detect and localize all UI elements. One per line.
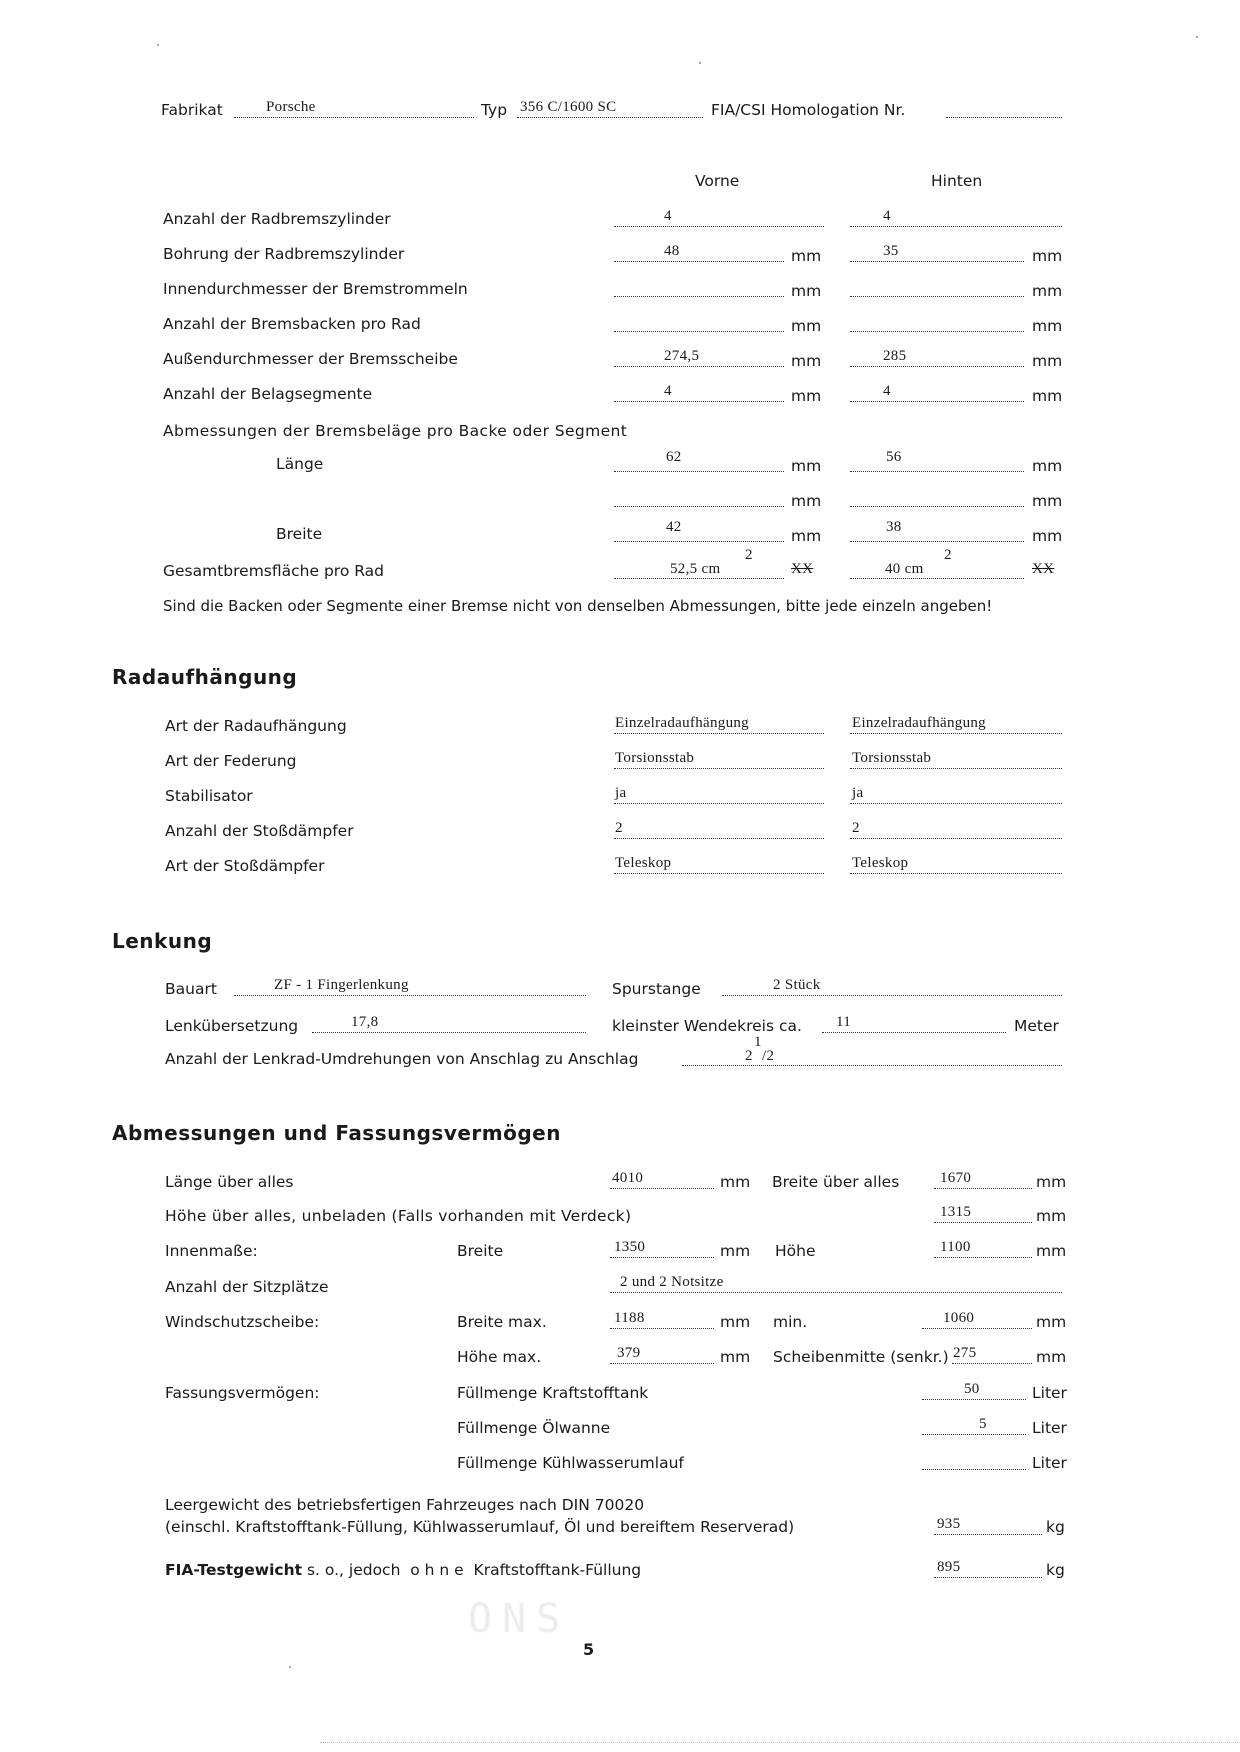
column-header-rear: Hinten — [931, 172, 983, 190]
field-line — [614, 803, 824, 804]
rear-value[interactable]: Teleskop — [852, 855, 909, 871]
rear-value[interactable]: 56 — [886, 449, 902, 465]
scan-speck — [157, 44, 159, 46]
width-value[interactable]: 1670 — [940, 1170, 972, 1186]
row-label: Innendurchmesser der Bremstrommeln — [163, 280, 468, 298]
typ-label: Typ — [481, 101, 508, 119]
row-label: Anzahl der Bremsbacken pro Rad — [163, 315, 421, 333]
ws-height-max-label: Höhe max. — [457, 1348, 542, 1366]
field-line — [614, 838, 824, 839]
field-line — [234, 995, 586, 996]
field-line — [614, 578, 784, 579]
oil-label: Füllmenge Ölwanne — [457, 1419, 611, 1437]
field-line — [850, 768, 1062, 769]
turning-unit: Meter — [1014, 1017, 1059, 1035]
field-line — [850, 838, 1062, 839]
unit: mm — [1032, 457, 1063, 475]
row-label: Anzahl der Stoßdämpfer — [165, 822, 354, 840]
scan-edge-line — [320, 1742, 1240, 1743]
unit: Liter — [1032, 1454, 1067, 1472]
ws-min-label: min. — [773, 1313, 808, 1331]
curb-label-line-1: Leergewicht des betriebsfertigen Fahrzeuges nach DIN 70020 — [165, 1496, 645, 1514]
field-line — [850, 803, 1062, 804]
rear-value[interactable]: 38 — [886, 519, 902, 535]
field-line — [722, 995, 1062, 996]
front-value[interactable]: Torsionsstab — [615, 750, 695, 766]
field-line — [850, 733, 1062, 734]
unit: Liter — [1032, 1419, 1067, 1437]
field-line — [934, 1577, 1042, 1578]
unit: mm — [1036, 1173, 1067, 1191]
capacity-label: Fassungsvermögen: — [165, 1384, 320, 1402]
front-value[interactable]: 48 — [664, 243, 680, 259]
fabrikat-label: Fabrikat — [161, 101, 223, 119]
field-line — [312, 1032, 586, 1033]
field-line[interactable] — [922, 1469, 1026, 1470]
field-line — [614, 768, 824, 769]
row-label: Gesamtbremsfläche pro Rad — [163, 562, 384, 580]
interior-height-value[interactable]: 1100 — [940, 1239, 971, 1255]
bauart-value[interactable]: ZF - 1 Fingerlenkung — [274, 977, 409, 993]
homologation-field[interactable] — [946, 117, 1062, 118]
unit: mm — [791, 527, 822, 545]
front-value[interactable]: 62 — [666, 449, 682, 465]
page-number: 5 — [583, 1640, 595, 1659]
pads-heading: Abmessungen der Bremsbeläge pro Backe oder Segment — [163, 422, 628, 440]
field-line — [614, 541, 784, 542]
row-label: Außendurchmesser der Bremsscheibe — [163, 350, 458, 368]
field-line — [850, 401, 1024, 402]
rear-value[interactable]: 35 — [883, 243, 899, 259]
scan-speck — [289, 1666, 291, 1668]
field-line — [614, 261, 784, 262]
unit: mm — [1032, 492, 1063, 510]
section-heading-steering: Lenkung — [112, 929, 213, 953]
row-label: Länge — [276, 455, 324, 473]
field-line — [850, 873, 1062, 874]
unit: mm — [1032, 317, 1063, 335]
row-label: Stabilisator — [165, 787, 253, 805]
front-value[interactable]: ja — [615, 785, 627, 801]
unit: kg — [1046, 1518, 1065, 1536]
fabrikat-field-line — [234, 117, 474, 118]
scan-speck — [699, 62, 701, 64]
row-label: Breite — [276, 525, 323, 543]
field-line — [850, 578, 1024, 579]
field-line — [610, 1328, 714, 1329]
unit: mm — [720, 1173, 751, 1191]
row-label: Bohrung der Radbremszylinder — [163, 245, 405, 263]
field-line — [922, 1434, 1026, 1435]
unit: kg — [1046, 1561, 1065, 1579]
fuel-value[interactable]: 50 — [964, 1381, 980, 1397]
length-label: Länge über alles — [165, 1173, 294, 1191]
front-value[interactable]: 42 — [666, 519, 682, 535]
rear-value[interactable]: Torsionsstab — [852, 750, 932, 766]
field-line — [922, 1328, 1032, 1329]
field-line — [934, 1534, 1042, 1535]
windshield-label: Windschutzscheibe: — [165, 1313, 320, 1331]
field-line — [614, 331, 784, 332]
superscript-2: 2 — [944, 547, 952, 563]
bauart-label: Bauart — [165, 980, 217, 998]
front-value[interactable]: 274,5 — [664, 348, 700, 364]
field-line — [614, 401, 784, 402]
rear-value[interactable]: 4 — [883, 208, 891, 224]
field-line — [850, 261, 1024, 262]
rear-value[interactable]: 2 — [852, 820, 860, 836]
field-line — [850, 226, 1062, 227]
interior-label: Innenmaße: — [165, 1242, 258, 1260]
field-line — [614, 873, 824, 874]
unit: mm — [1032, 282, 1063, 300]
turns-label: Anzahl der Lenkrad-Umdrehungen von Anschlag zu Anschlag — [165, 1050, 639, 1068]
length-value[interactable]: 4010 — [612, 1170, 644, 1186]
fabrikat-value[interactable]: Porsche — [266, 99, 316, 115]
field-line — [614, 733, 824, 734]
field-line — [610, 1188, 714, 1189]
ws-min-value[interactable]: 1060 — [943, 1310, 975, 1326]
ws-height-max-value[interactable]: 379 — [617, 1345, 641, 1361]
turns-denominator: /2 — [762, 1048, 775, 1064]
front-value[interactable]: Einzelradaufhängung — [615, 715, 749, 731]
field-line — [614, 226, 824, 227]
field-line — [610, 1292, 1062, 1293]
height-value[interactable]: 1315 — [940, 1204, 972, 1220]
ws-width-max-label: Breite max. — [457, 1313, 547, 1331]
field-line — [850, 506, 1024, 507]
typ-field-line — [517, 117, 703, 118]
oil-value[interactable]: 5 — [979, 1416, 987, 1432]
front-value[interactable]: Teleskop — [615, 855, 672, 871]
unit: mm — [791, 492, 822, 510]
field-line — [850, 331, 1024, 332]
unit: mm — [720, 1348, 751, 1366]
interior-height-label: Höhe — [775, 1242, 816, 1260]
unit: mm — [720, 1242, 751, 1260]
field-line — [922, 1399, 1026, 1400]
fia-weight-label-bold: FIA-Testgewicht — [165, 1561, 303, 1579]
rear-value[interactable]: 4 — [883, 383, 891, 399]
rear-value[interactable]: ja — [852, 785, 864, 801]
total-area-front[interactable]: 52,5 cm — [670, 561, 721, 577]
field-line — [850, 541, 1024, 542]
field-line — [610, 1257, 714, 1258]
turning-value[interactable]: 11 — [836, 1014, 852, 1030]
ratio-label: Lenkübersetzung — [165, 1017, 299, 1035]
field-line — [850, 296, 1024, 297]
unit: mm — [1036, 1242, 1067, 1260]
spurstange-value[interactable]: 2 Stück — [773, 977, 821, 993]
unit: mm — [1036, 1348, 1067, 1366]
unit: mm — [791, 457, 822, 475]
curb-value[interactable]: 935 — [937, 1516, 961, 1532]
fia-weight-label — [165, 1561, 641, 1579]
column-header-front: Vorne — [695, 172, 740, 190]
superscript-2: 2 — [745, 547, 753, 563]
interior-width-value[interactable]: 1350 — [614, 1239, 646, 1255]
scan-speck — [1196, 36, 1198, 38]
field-line — [952, 1363, 1032, 1364]
struck-unit: XX — [791, 561, 814, 577]
typ-value[interactable]: 356 C/1600 SC — [520, 99, 617, 115]
fuel-label: Füllmenge Kraftstofftank — [457, 1384, 649, 1402]
unit: Liter — [1032, 1384, 1067, 1402]
interior-width-label: Breite — [457, 1242, 504, 1260]
unit: mm — [791, 282, 822, 300]
faint-stamp: ONS — [468, 1596, 571, 1642]
struck-unit: XX — [1032, 561, 1055, 577]
homologation-label: FIA/CSI Homologation Nr. — [711, 101, 906, 119]
ws-width-max-value[interactable]: 1188 — [614, 1310, 645, 1326]
coolant-label: Füllmenge Kühlwasserumlauf — [457, 1454, 684, 1472]
field-line — [614, 296, 784, 297]
ws-center-value[interactable]: 275 — [953, 1345, 977, 1361]
fia-weight-value[interactable]: 895 — [937, 1559, 961, 1575]
row-label: Anzahl der Belagsegmente — [163, 385, 373, 403]
unit: mm — [791, 317, 822, 335]
field-line — [822, 1032, 1006, 1033]
unit: mm — [1036, 1207, 1067, 1225]
spurstange-label: Spurstange — [612, 980, 701, 998]
field-line — [610, 1363, 714, 1364]
rear-value[interactable]: Einzelradaufhängung — [852, 715, 986, 731]
unit: mm — [1032, 247, 1063, 265]
turns-whole[interactable]: 2 — [745, 1048, 753, 1064]
field-line — [934, 1222, 1032, 1223]
seats-value[interactable]: 2 und 2 Notsitze — [620, 1274, 724, 1290]
row-label: Art der Stoßdämpfer — [165, 857, 325, 875]
field-line — [850, 366, 1024, 367]
field-line — [934, 1188, 1032, 1189]
front-value[interactable]: 4 — [664, 383, 672, 399]
rear-value[interactable]: 285 — [883, 348, 907, 364]
seats-label: Anzahl der Sitzplätze — [165, 1278, 329, 1296]
field-line — [614, 366, 784, 367]
turns-numerator: 1 — [754, 1034, 762, 1050]
ratio-value[interactable]: 17,8 — [351, 1014, 379, 1030]
total-area-rear[interactable]: 40 cm — [885, 561, 924, 577]
row-label: Art der Federung — [165, 752, 297, 770]
field-line — [682, 1065, 1062, 1066]
ws-center-label: Scheibenmitte (senkr.) — [773, 1348, 949, 1366]
height-label: Höhe über alles, unbeladen (Falls vorhanden mit Verdeck) — [165, 1207, 632, 1225]
unit: mm — [720, 1313, 751, 1331]
unit: mm — [1032, 387, 1063, 405]
row-label: Art der Radaufhängung — [165, 717, 347, 735]
section-heading-dimensions: Abmessungen und Fassungsvermögen — [112, 1121, 561, 1145]
unit: mm — [1036, 1313, 1067, 1331]
field-line — [614, 506, 784, 507]
field-line — [934, 1257, 1032, 1258]
field-line — [850, 471, 1024, 472]
turning-label: kleinster Wendekreis ca. — [612, 1017, 802, 1035]
row-label: Anzahl der Radbremszylinder — [163, 210, 391, 228]
unit: mm — [1032, 352, 1063, 370]
fia-weight-label-rest: s. o., jedoch o h n e Kraftstofftank-Füllung — [302, 1561, 642, 1579]
section-heading-suspension: Radaufhängung — [112, 665, 298, 689]
field-line — [614, 471, 784, 472]
curb-label-line-2: (einschl. Kraftstofftank-Füllung, Kühlwasserumlauf, Öl und bereiftem Reserverad) — [165, 1518, 795, 1536]
unit: mm — [791, 247, 822, 265]
unit: mm — [791, 387, 822, 405]
unit: mm — [791, 352, 822, 370]
brake-note: Sind die Backen oder Segmente einer Bremse nicht von denselben Abmessungen, bitte jede einzeln angeben! — [163, 597, 993, 615]
front-value[interactable]: 4 — [664, 208, 672, 224]
width-label: Breite über alles — [772, 1173, 900, 1191]
unit: mm — [1032, 527, 1063, 545]
front-value[interactable]: 2 — [615, 820, 623, 836]
